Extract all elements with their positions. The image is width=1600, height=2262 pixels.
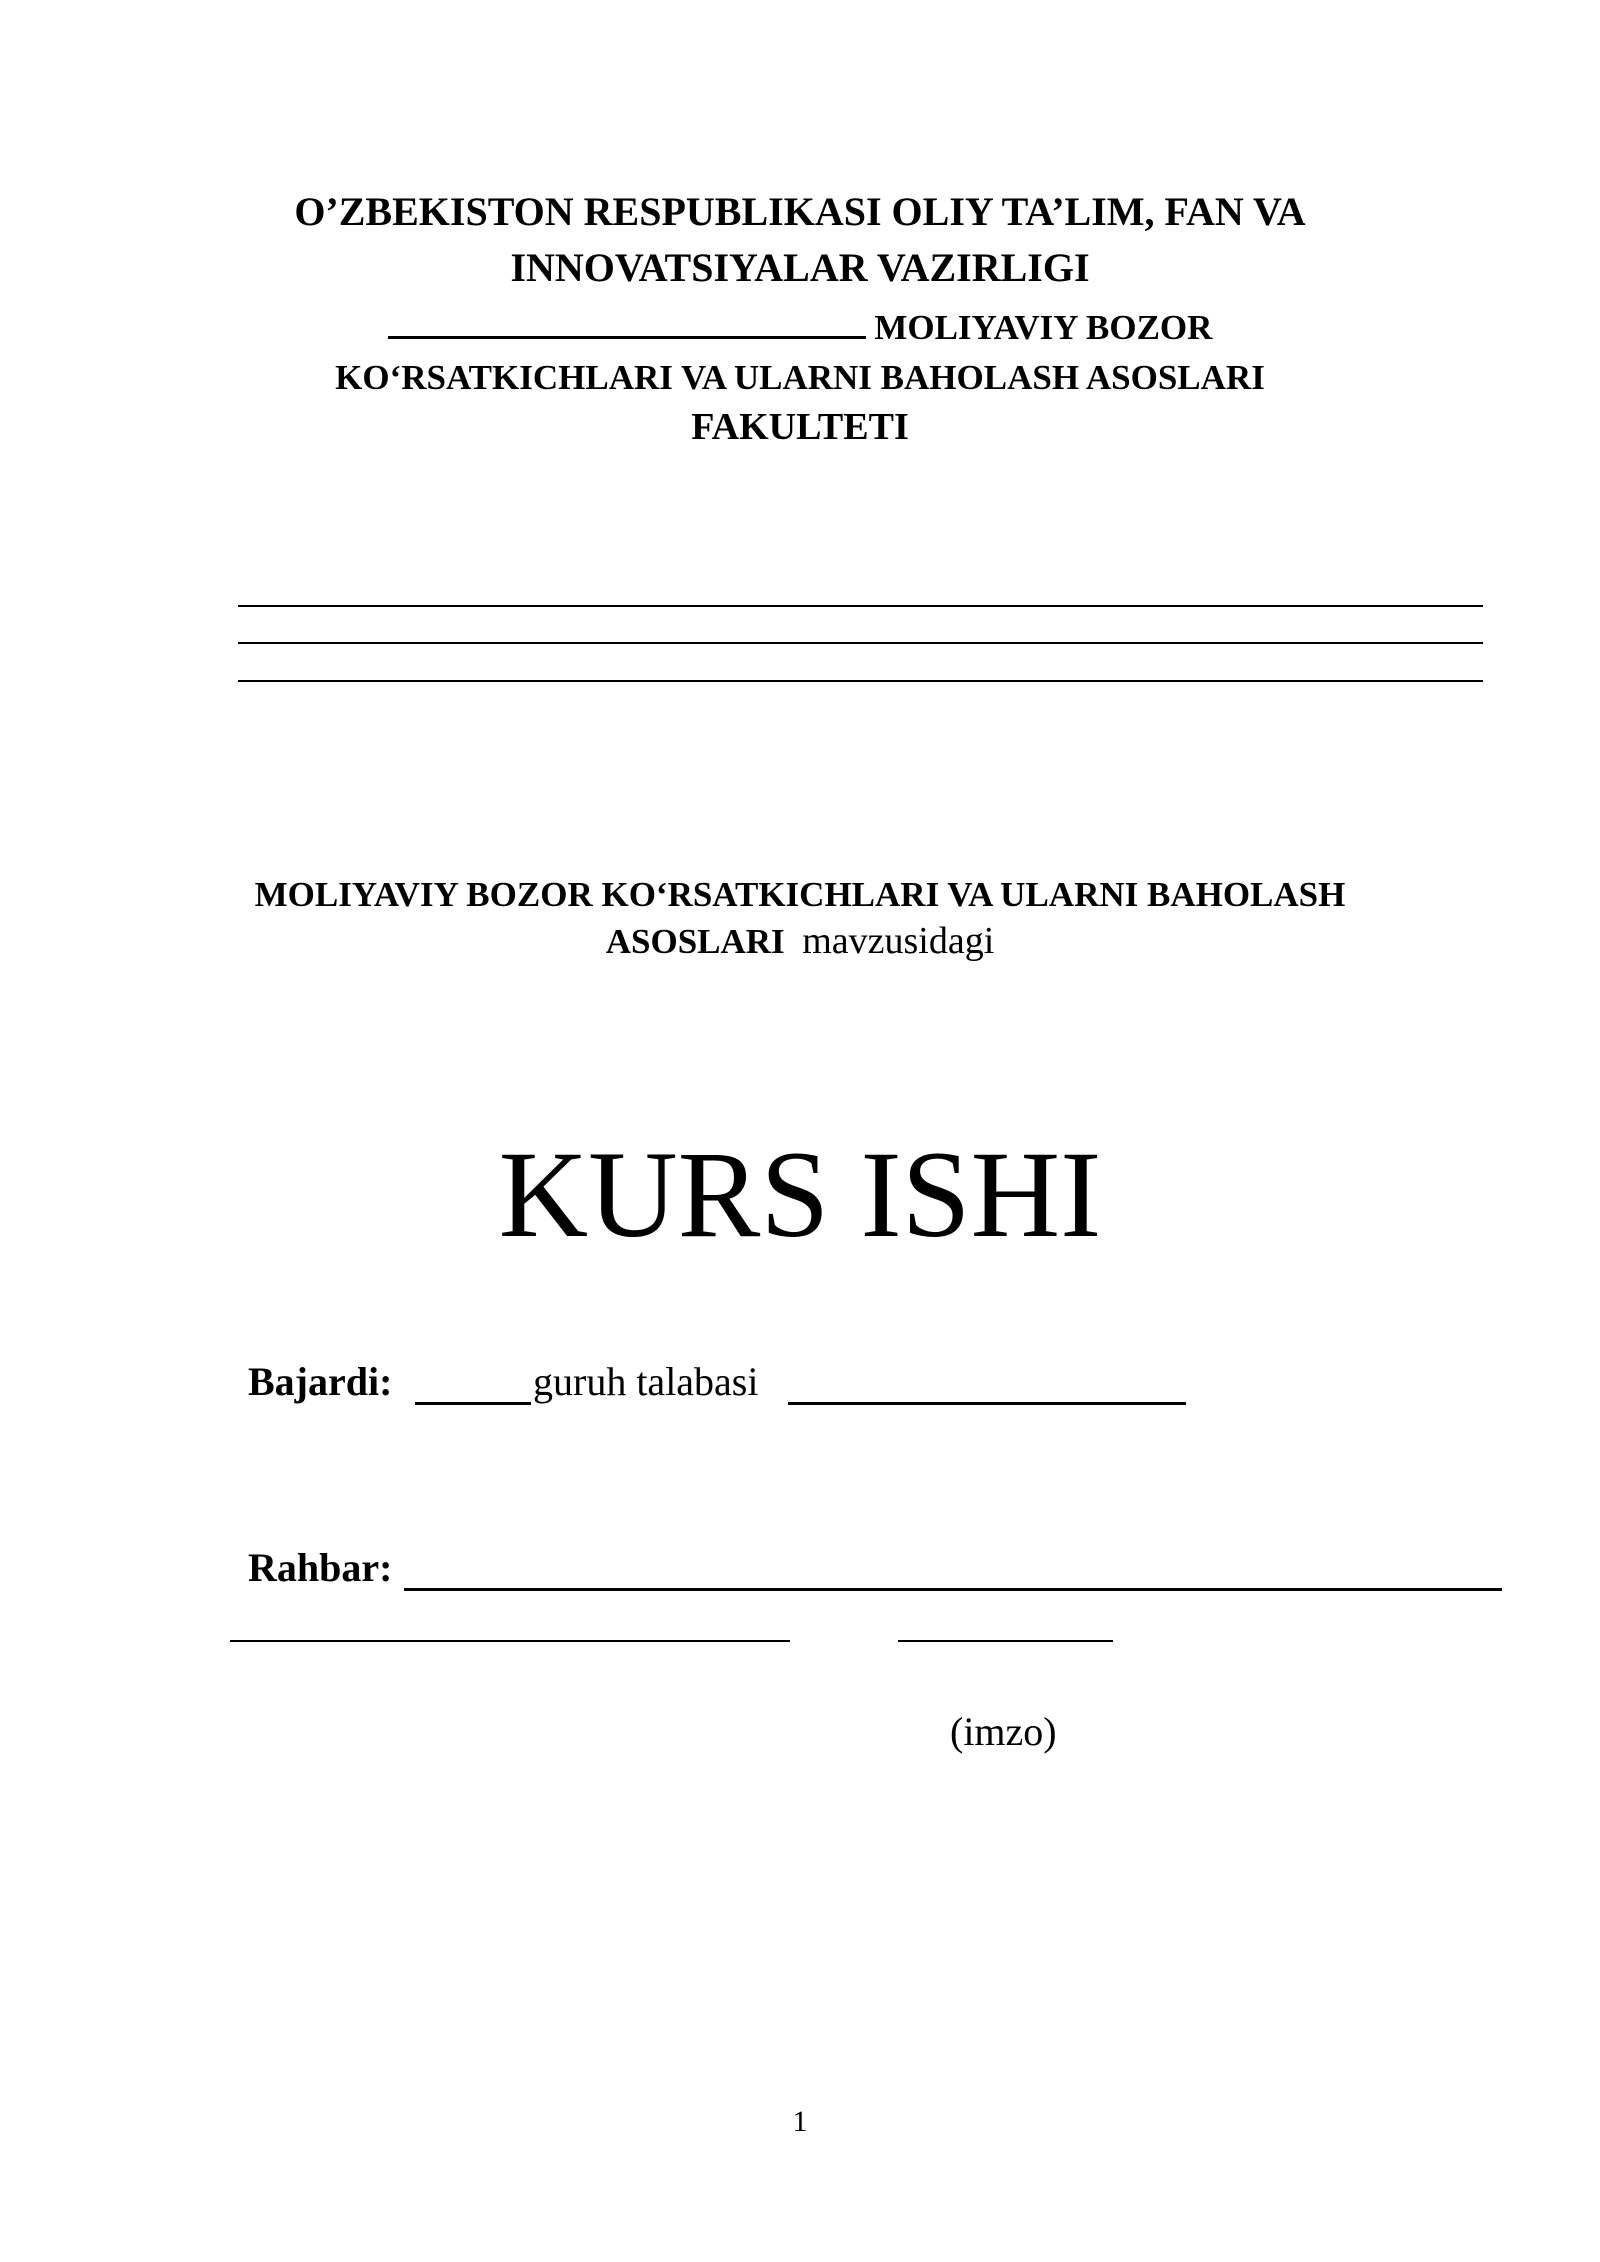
blank-line-3 [238, 680, 1483, 682]
group-blank [415, 1402, 531, 1405]
faculty-line-1 [0, 308, 1600, 345]
signature-label: (imzo) [950, 1709, 1057, 1754]
topic-line-1: MOLIYAVIY BOZOR KO‘RSATKICHLARI VA ULARNI BAHOLASH [254, 875, 1346, 914]
topic-line-2-bold: ASOSLARI [605, 922, 785, 961]
performer-label: Bajardi: [248, 1359, 393, 1404]
supervisor-title-blank [230, 1640, 790, 1642]
supervisor-label: Rahbar: [248, 1545, 393, 1590]
faculty-line-2: KO‘RSATKICHLARI VA ULARNI BAHOLASH ASOSLARI [335, 358, 1265, 397]
faculty-name-blank [388, 308, 866, 339]
performer-text: guruh talabasi [533, 1359, 759, 1404]
topic-line-2 [0, 922, 1600, 960]
ministry-line-2: INNOVATSIYALAR VAZIRLIGI [510, 245, 1090, 290]
blank-line-1 [238, 605, 1483, 607]
faculty-line-3: FAKULTETI [691, 406, 909, 448]
page-number: 1 [792, 2105, 808, 2138]
blank-line-2 [238, 642, 1483, 644]
signature-blank [898, 1640, 1113, 1642]
faculty-line-1-text: MOLIYAVIY BOZOR [874, 308, 1213, 347]
student-name-blank [788, 1402, 1186, 1405]
document-title: KURS ISHI [498, 1126, 1102, 1263]
supervisor-name-blank [404, 1588, 1502, 1591]
topic-line-2-normal: mavzusidagi [802, 920, 995, 962]
ministry-line-1: O’ZBEKISTON RESPUBLIKASI OLIY TA’LIM, FAN VA [294, 189, 1306, 234]
